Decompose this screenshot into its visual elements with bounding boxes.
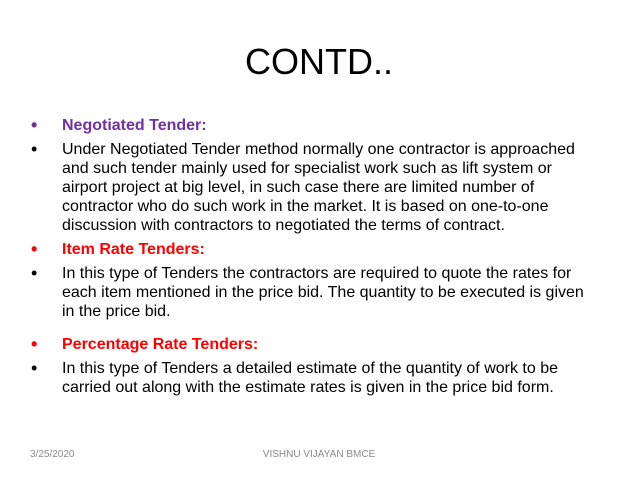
- heading-negotiated-tender: • Negotiated Tender:: [30, 116, 590, 135]
- footer-author: VISHNU VIJAYAN BMCE: [262, 449, 376, 460]
- slide-title: CONTD..: [245, 41, 393, 82]
- footer-date: 3/25/2020: [30, 449, 75, 460]
- percentage-rate-tenders-description: • In this type of Tenders a detailed estimate of the quantity of work to be carried out along with the estimate rates is given in the price bid form.: [30, 359, 590, 397]
- item-rate-tenders-description: • In this type of Tenders the contractors are required to quote the rates for each item mentioned in the price bid. The quantity to be executed is given in the price bid.: [30, 264, 590, 321]
- heading-item-rate-tenders: • Item Rate Tenders:: [30, 240, 590, 259]
- bullet-list: [30, 116, 590, 397]
- negotiated-tender-description: • Under Negotiated Tender method normally one contractor is approached and such tender mainly used for specialist work such as lift system or airport project at big level, in such case there are limited number of contractor who do such work in the market. It is based on one-to-one discussion with contractors to negotiated the terms of contract.: [30, 140, 590, 235]
- heading-percentage-rate-tenders: • Percentage Rate Tenders:: [30, 335, 590, 354]
